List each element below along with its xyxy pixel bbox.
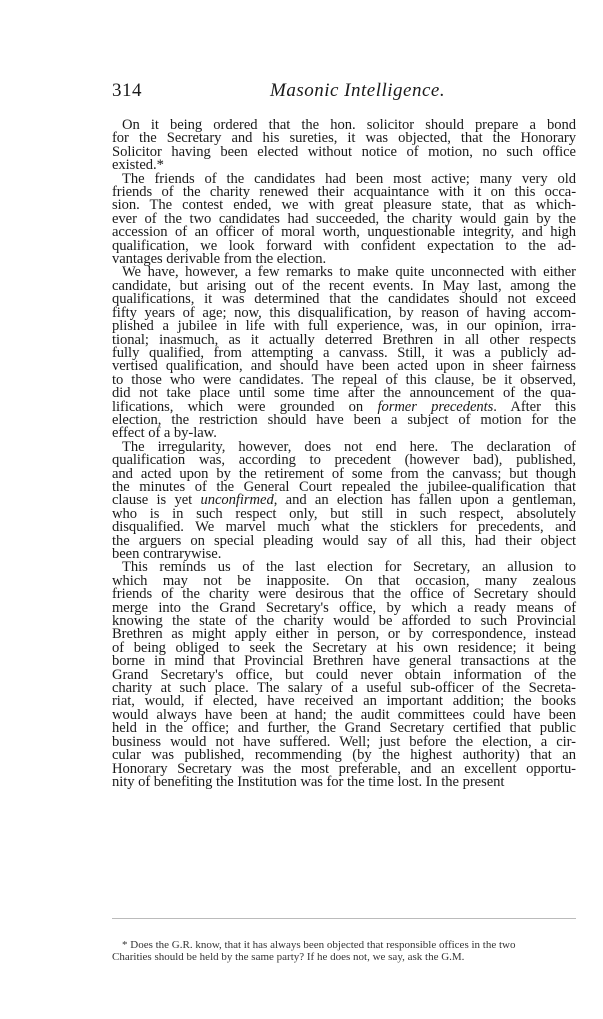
- article-body: [112, 119, 576, 789]
- text-line: plished a jubilee in life with full experience, was, in our opinion, irra-: [112, 318, 576, 335]
- text-line: vantages derivable from the election.: [112, 251, 327, 268]
- paragraph: [112, 170, 576, 268]
- text-line: business would not have suffered. Well; just before the election, a cir-: [112, 733, 576, 750]
- text-line: been contrarywise.: [112, 546, 222, 562]
- footnote-line: Charities should be held by the same party? If he does not, we say, ask the G.M.: [112, 951, 465, 963]
- text-line: lifications, which were grounded on former precedents. After this: [112, 398, 577, 415]
- text-line: The friends of the candidates had been most active; many very old: [122, 170, 576, 187]
- text-line: On it being ordered that the hon. solicitor should prepare a bond: [122, 117, 576, 133]
- text-line: Brethren as might apply either in person, or by correspondence, instead: [112, 626, 576, 643]
- text-line: riat, would, if elected, have received an important addition; the books: [112, 693, 576, 710]
- text-line: the arguers on special pleading would say of all this, had their object: [112, 532, 576, 549]
- text-line: effect of a by-law.: [112, 425, 217, 442]
- text-line: did not take place until some time after the announcement of the qua-: [112, 385, 576, 402]
- page-header: [112, 80, 577, 106]
- paragraph: [112, 119, 576, 173]
- text-line: clause is yet unconfirmed, and an election has fallen upon a gentleman,: [112, 492, 576, 509]
- running-title: Masonic Intelligence.: [270, 80, 446, 101]
- paragraph: [112, 438, 576, 562]
- footnote-line: * Does the G.R. know, that it has always been objected that responsible offices in the two: [122, 939, 516, 951]
- text-line: qualification, we look forward with confident expectation to the ad-: [112, 237, 576, 254]
- footnote: [112, 939, 576, 963]
- text-line: which may not be inapposite. On that occasion, many zealous: [112, 572, 576, 589]
- text-line: This reminds us of the last election for Secretary, an allusion to: [122, 559, 576, 576]
- text-line: tional; inasmuch, as it actually deterred Brethren in all other respects: [112, 331, 576, 348]
- text-line: disqualified. We marvel much what the sticklers for precedents, and: [112, 519, 576, 536]
- text-line: borne in mind that Provincial Brethren have general transactions at the: [112, 653, 576, 670]
- footnote-divider: [112, 918, 576, 919]
- text-line: existed.*: [112, 157, 164, 174]
- page-number: 314: [112, 80, 142, 101]
- text-line: knowing the state of the charity would be afforded to such Provincial: [112, 613, 576, 630]
- text-line: friends of the charity were desirous that the office of Secretary should: [112, 586, 576, 603]
- text-line: merge into the Grand Secretary's office, by which a ready means of: [112, 599, 576, 616]
- text-line: vertised qualification, and should have been acted upon in sheer fairness: [112, 358, 576, 375]
- text-line: Solicitor having been elected without notice of motion, no such office: [112, 143, 576, 160]
- text-line: candidate, but arising out of the recent events. In May last, among the: [112, 277, 576, 294]
- text-line: Honorary Secretary was the most preferable, and an excellent opportu-: [112, 760, 576, 777]
- text-line: cular was published, recommending (by the highest authority) that an: [112, 747, 576, 764]
- text-line: friends of the charity renewed their acquaintance with it on this occa-: [112, 184, 576, 201]
- text-line: who is in such respect only, but still in such respect, absolutely: [112, 505, 576, 522]
- text-line: qualification was, according to precedent (however bad), published,: [112, 452, 576, 469]
- text-line: of being obliged to seek the Secretary at his own residence; it being: [112, 639, 576, 656]
- text-line: charity at such place. The salary of a useful sub-officer of the Secreta-: [112, 680, 576, 697]
- text-line: held in the office; and further, the Grand Secretary certified that public: [112, 720, 576, 737]
- text-line: Grand Secretary's office, but could never obtain information of the: [112, 666, 576, 683]
- text-line: nity of benefiting the Institution was for the time lost. In the present: [112, 773, 505, 790]
- text-line: and acted upon by the retirement of some from the canvass; but though: [112, 465, 576, 482]
- text-line: We have, however, a few remarks to make quite unconnected with either: [122, 264, 576, 281]
- text-line: ever of the two candidates had succeeded, the charity would gain by the: [112, 210, 576, 227]
- text-line: sion. The contest ended, we with great pleasure state, that as which-: [112, 197, 576, 214]
- text-line: for the Secretary and his sureties, it was objected, that the Honorary: [112, 130, 576, 147]
- text-line: to those who were candidates. The repeal of this clause, be it observed,: [112, 371, 576, 388]
- text-line: the minutes of the General Court repealed the jubilee-qualification that: [112, 478, 576, 495]
- text-line: would always have been at hand; the audit committees could have been: [112, 706, 576, 723]
- paragraph: [112, 266, 576, 440]
- text-line: The irregularity, however, does not end here. The declaration of: [122, 438, 576, 455]
- text-line: fully qualified, from attempting a canvass. Still, it was a publicly ad-: [112, 344, 576, 361]
- paragraph: [112, 561, 576, 789]
- text-line: fifty years of age; now, this disqualification, by reason of having accom-: [112, 304, 576, 321]
- text-line: election, the restriction should have been a subject of motion for the: [112, 411, 576, 428]
- text-line: accession of an officer of moral worth, unquestionable integrity, and high: [112, 224, 576, 241]
- text-line: qualifications, it was determined that the candidates should not exceed: [112, 291, 576, 308]
